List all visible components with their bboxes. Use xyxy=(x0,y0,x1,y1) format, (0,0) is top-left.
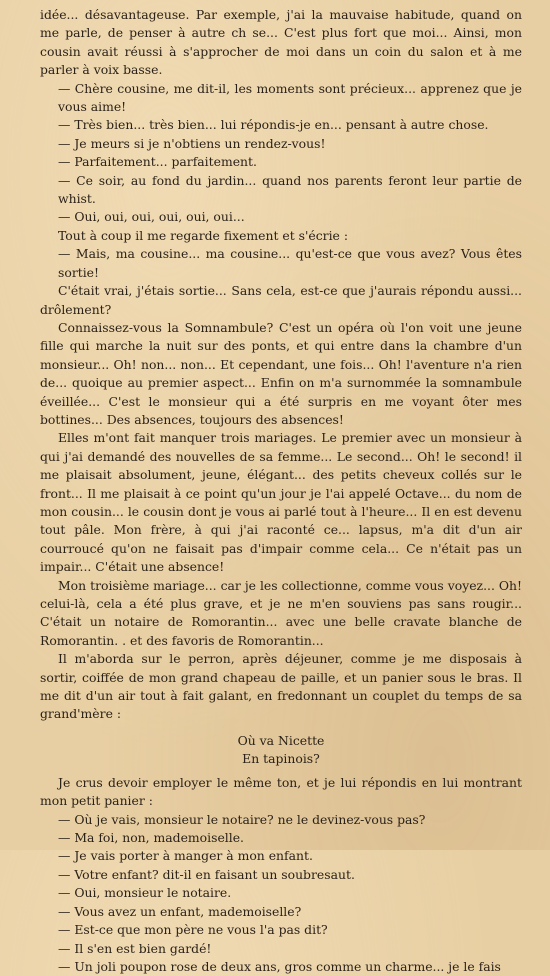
song-verse xyxy=(40,732,522,768)
paragraph: Mon troisième mariage... car je les collectionne, comme vous voyez... Oh! celui-là, cela a été plus grave, et je ne m'en souviens pas sans rougir... C'était un notaire de Romorantin... avec une belle cravate blanche de Romorantin. . et des favoris de Romorantin... xyxy=(40,577,522,648)
dialogue-line: — Parfaitement... parfaitement. xyxy=(58,154,257,170)
dialogue-line: — Il s'en est bien gardé! xyxy=(58,940,212,956)
song-line: Où va Nicette xyxy=(237,732,325,748)
paragraph: C'était vrai, j'étais sortie... Sans cela, est-ce que j'aurais répondu aussi... drôlement? xyxy=(40,283,522,317)
dialogue-line: — Très bien... très bien... lui répondis-je en... pensant à autre chose. xyxy=(58,117,489,133)
dialogue-line: — Où je vais, monsieur le notaire? ne le devinez-vous pas? xyxy=(58,811,426,827)
dialogue-line: — Ma foi, non, mademoiselle. xyxy=(58,830,244,846)
dialogue-line: — Oui, oui, oui, oui, oui, oui... xyxy=(58,209,245,225)
dialogue-line: — Ce soir, au fond du jardin... quand nos parents feront leur partie de whist. xyxy=(58,172,522,207)
paragraph: idée... désavantageuse. Par exemple, j'ai la mauvaise habitude, quand on me parle, de penser à autre ch se... C'est plus fort que moi... Ainsi, mon cousin avait réussi à s'approcher de moi dans un coin du salon et à me parler à voix basse. xyxy=(40,7,522,78)
song-line: En tapinois? xyxy=(242,750,320,766)
paragraph: Il m'aborda sur le perron, après déjeuner, comme je me disposais à sortir, coiffée de mon grand chapeau de paille, et un panier sous le bras. Il me dit d'un air tout à fait galant, en fredonnant un couplet du temps de sa grand'mère : xyxy=(40,651,522,722)
paragraph: Elles m'ont fait manquer trois mariages. Le premier avec un monsieur à qui j'ai demandé des nouvelles de sa femme... Le second... Oh! le second! il me plaisait absolument, jeune, élégant... des petits cheveux collés sur le front... Il me plaisait à ce point qu'un jour je l'ai appelé Octave... du nom de mon cousin... le cousin dont je vous ai parlé tout à l'heure... Il en est devenu tout pâle. Mon frère, à qui j'ai raconté ce... lapsus, m'a dit d'un air courroucé qu'on ne faisait pas d'impair comme cela... Ce n'était pas un impair... C'était une absence! xyxy=(40,430,522,575)
paragraph: Connaissez-vous la Somnambule? C'est un opéra où l'on voit une jeune fille qui marche la nuit sur des ponts, et qui entre dans la chambre d'un monsieur... Oh! non... non... Et cependant, une fois... Oh! l'aventure n'a rien de... quoique au premier aspect... Enfin on m'a surnommée la somnambule éveillée... C'est le monsieur qui a été surpris en me voyant ôter mes bottines... Des absences, toujours des absences! xyxy=(40,319,522,427)
dialogue-line: — Votre enfant? dit-il en faisant un soubresaut. xyxy=(58,866,355,882)
dialogue-line: — Est-ce que mon père ne vous l'a pas dit? xyxy=(58,922,328,938)
dialogue-line: — Je meurs si je n'obtiens un rendez-vous! xyxy=(58,135,326,151)
dialogue-line: — Un joli poupon rose de deux ans, gros comme un charme... je le fais xyxy=(58,958,501,974)
dialogue-line: — Vous avez un enfant, mademoiselle? xyxy=(58,903,302,919)
paragraph: Tout à coup il me regarde fixement et s'écrie : xyxy=(58,227,349,243)
dialogue-line: — Mais, ma cousine... ma cousine... qu'est-ce que vous avez? Vous êtes sortie! xyxy=(58,246,522,280)
dialogue-line: — Je vais porter à manger à mon enfant. xyxy=(58,848,313,864)
paragraph: Je crus devoir employer le même ton, et je lui répondis en lui montrant mon petit panier : xyxy=(40,774,522,809)
dialogue-line: — Oui, monsieur le notaire. xyxy=(58,885,232,901)
dialogue-line: — Chère cousine, me dit-il, les moments sont précieux... apprenez que je vous aime! xyxy=(58,80,522,115)
